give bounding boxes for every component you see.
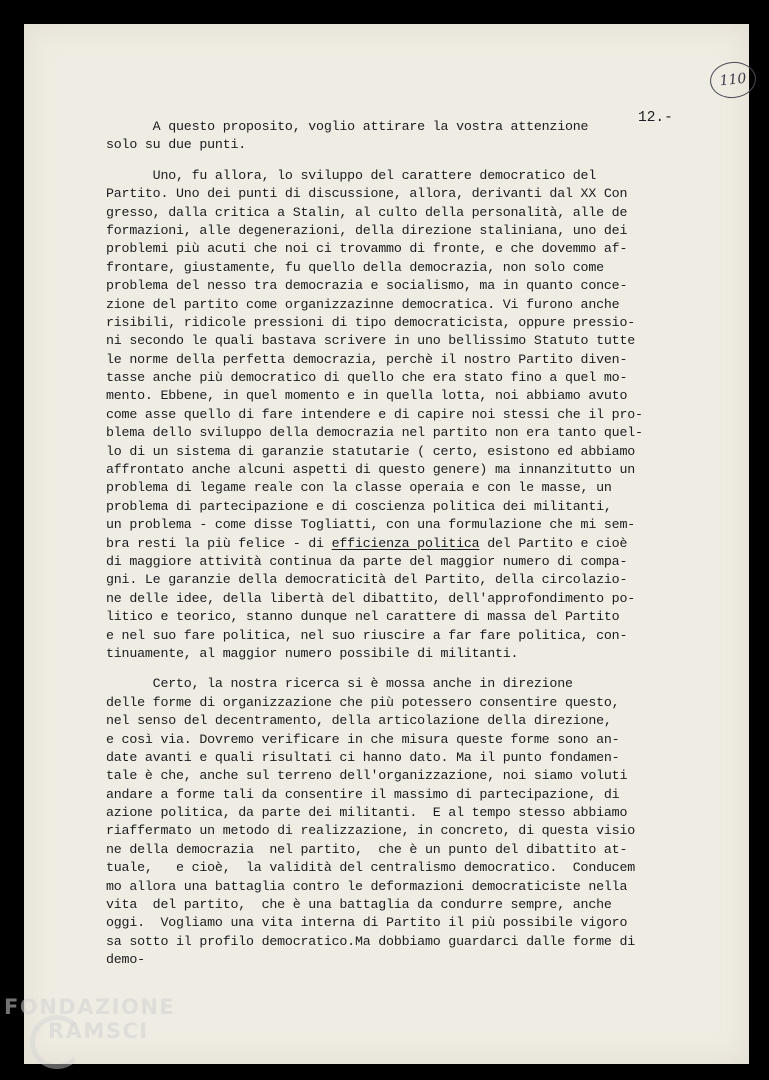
paragraph-gap [106, 663, 706, 675]
text-line: frontare, giustamente, fu quello della democrazia, non solo come [106, 259, 604, 275]
text-line: ne delle idee, della libertà del dibattito, dell'approfondimento po- [106, 590, 636, 606]
text-fragment: del Partito e cioè [479, 535, 628, 551]
text-line: tasse anche più democratico di quello che era stato fino a quel mo- [106, 370, 628, 386]
text-line: e nel suo fare politica, nel suo riuscire a far fare politica, con- [106, 627, 628, 643]
underlined-phrase: efficienza politica [331, 535, 480, 551]
text-line: ni secondo le quali bastava scrivere in uno bellissimo Statuto tutte [106, 333, 636, 349]
text-line: sa sotto il profilo democratico.Ma dobbiamo guardarci dalle forme di [106, 933, 636, 949]
page-number: 12.- [638, 110, 673, 126]
text-line: vita del partito, che è una battaglia da condurre sempre, anche [106, 897, 612, 913]
text-line: blema dello sviluppo della democrazia nel partito non era tanto quel- [106, 425, 643, 441]
watermark-line-1: FONDAZIONE [4, 995, 176, 1019]
text-line: ne della democrazia nel partito, che è un punto del dibattito at- [106, 841, 628, 857]
text-line: solo su due punti. [106, 137, 247, 153]
watermark-line-2: RAMSCI [48, 1019, 149, 1043]
text-line: oggi. Vogliamo una vita interna di Partito il più possibile vigoro [106, 915, 628, 931]
text-line: Uno, fu allora, lo sviluppo del carattere democratico del [106, 167, 597, 183]
paragraph-gap [106, 155, 706, 167]
text-line: Partito. Uno dei punti di discussione, allora, derivanti dal XX Con [106, 186, 628, 202]
text-line: problemi più acuti che noi ci trovammo di fronte, e che dovemmo af- [106, 241, 628, 257]
text-line: le norme della perfetta democrazia, perchè il nostro Partito diven- [106, 351, 628, 367]
text-line [106, 535, 706, 553]
text-line: tuale, e cioè, la validità del centralismo democratico. Conducem [106, 860, 636, 876]
text-line: di maggiore attività continua da parte del maggior numero di compa- [106, 553, 628, 569]
text-line: formazioni, alle degenerazioni, della direzione staliniana, uno dei [106, 222, 628, 238]
text-line: zione del partito come organizzazinne democratica. Vi furono anche [106, 296, 620, 312]
text-line: lo di un sistema di garanzie statutarie ( certo, esistono ed abbiamo [106, 443, 636, 459]
text-line: Certo, la nostra ricerca si è mossa anche in direzione [106, 676, 573, 692]
text-line: gni. Le garanzie della democraticità del Partito, della circolazio- [106, 572, 628, 588]
text-line: tinuamente, al maggior numero possibile di militanti. [106, 645, 519, 661]
text-line: azione politica, da parte dei militanti. E al tempo stesso abbiamo [106, 805, 628, 821]
text-line: date avanti e quali risultati ci hanno dato. Ma il punto fondamen- [106, 749, 620, 765]
text-line: mo allora una battaglia contro le deformazioni democraticiste nella [106, 878, 628, 894]
text-line: un problema - come disse Togliatti, con una formulazione che mi sem- [106, 517, 636, 533]
typewritten-text [106, 118, 706, 970]
text-line: mento. Ebbene, in quel momento e in quella lotta, noi abbiamo avuto [106, 388, 628, 404]
text-line: gresso, dalla critica a Stalin, al culto della personalità, alle de [106, 204, 628, 220]
text-line: demo- [106, 952, 145, 968]
text-line: problema del nesso tra democrazia e socialismo, ma in quanto conce- [106, 278, 628, 294]
text-line: risibili, ridicole pressioni di tipo democraticista, oppure pressio- [106, 314, 636, 330]
text-line: come asse quello di fare intendere e di capire noi stessi che il pro- [106, 406, 643, 422]
text-line: problema di partecipazione e di coscienza politica dei militanti, [106, 498, 612, 514]
text-line: e così via. Dovremo verificare in che misura queste forme sono an- [106, 731, 620, 747]
text-line: nel senso del decentramento, della articolazione della direzione, [106, 713, 612, 729]
text-line: problema di legame reale con la classe operaia e con le masse, un [106, 480, 612, 496]
text-line: tale è che, anche sul terreno dell'organizzazione, noi siamo voluti [106, 768, 628, 784]
watermark [4, 995, 175, 1043]
text-line: riaffermato un metodo di realizzazione, in concreto, di questa visio [106, 823, 636, 839]
text-fragment: bra resti la più felice - di [106, 535, 332, 551]
text-line: A questo proposito, voglio attirare la vostra attenzione [106, 119, 589, 134]
archive-stamp: 110 [708, 60, 758, 101]
text-line: affrontato anche alcuni aspetti di questo genere) ma innanzitutto un [106, 462, 636, 478]
text-line: litico e teorico, stanno dunque nel carattere di massa del Partito [106, 609, 620, 625]
text-line: delle forme di organizzazione che più potessero consentire questo, [106, 694, 620, 710]
text-line: andare a forme tali da consentire il massimo di partecipazione, di [106, 786, 620, 802]
